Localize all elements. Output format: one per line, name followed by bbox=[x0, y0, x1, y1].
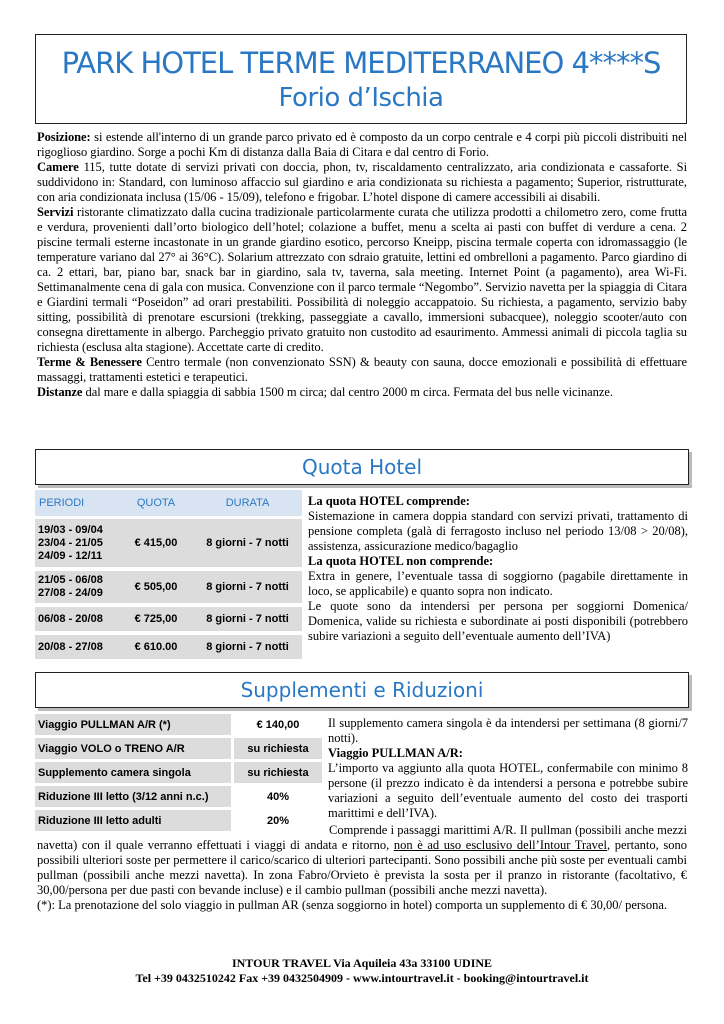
quota-duration-cell: 8 giorni - 7 notti bbox=[193, 518, 302, 570]
supplement-row bbox=[35, 786, 322, 809]
non-comprende-label: La quota HOTEL non comprende: bbox=[308, 554, 494, 568]
quota-price-cell: € 505,00 bbox=[119, 569, 193, 605]
camere-paragraph bbox=[37, 160, 687, 205]
period-range: 19/03 - 09/04 bbox=[38, 523, 103, 536]
quota-row bbox=[35, 633, 302, 661]
supplement-value: 20% bbox=[231, 810, 322, 833]
supplement-value: 40% bbox=[231, 786, 322, 809]
terme-text: Centro termale (non convenzionato SSN) & beauty con sauna, docce emozionali e possibilità di effettuare massaggi, trattamenti estetici e terapeutici. bbox=[37, 355, 687, 384]
distanze-label: Distanze bbox=[37, 385, 83, 399]
quota-row bbox=[35, 605, 302, 633]
quota-row bbox=[35, 518, 302, 570]
periodi-cell bbox=[35, 569, 119, 605]
supplement-value: su richiesta bbox=[231, 762, 322, 785]
period-range: 06/08 - 20/08 bbox=[38, 612, 103, 625]
quota-price-cell: € 610.00 bbox=[119, 633, 193, 661]
supplement-row bbox=[35, 714, 322, 737]
supplement-label: Riduzione III letto (3/12 anni n.c.) bbox=[35, 786, 231, 809]
passaggi-underlined: non è ad uso esclusivo dell’Intour Travel bbox=[393, 838, 607, 852]
supplement-label: Viaggio PULLMAN A/R (*) bbox=[35, 714, 231, 737]
quota-section-header bbox=[35, 449, 689, 485]
camere-text: 115, tutte dotate di servizi privati con doccia, phon, tv, riscaldamento centralizzato, aria condizionata e cassaforte. Si suddividono in: Standard, con luminoso affaccio sul giardino e aria condizionata su richiesta a pagamento; Superior, ristrutturate, con aria condizionata inclusa (15/06 - 15/09), telefono e frigobar. L’hotel dispone di camere accessibili ai disabili. bbox=[37, 160, 687, 204]
col-periodi-header: PERIODI bbox=[35, 490, 119, 518]
hotel-description bbox=[37, 130, 687, 400]
periodi-cell bbox=[35, 518, 119, 570]
comprende-text: Sistemazione in camera doppia standard con servizi privati, trattamento di pensione completa (galà di ferragosto incluso nel periodo 13/08 > 20/08), assistenza, assicurazione medico/bagaglio bbox=[308, 509, 688, 553]
periodi-cell bbox=[35, 605, 119, 633]
posizione-label: Posizione: bbox=[37, 130, 91, 144]
supplement-label: Riduzione III letto adulti bbox=[35, 810, 231, 833]
servizi-label: Servizi bbox=[37, 205, 74, 219]
supplement-label: Supplemento camera singola bbox=[35, 762, 231, 785]
title-box bbox=[35, 34, 687, 124]
supplement-label: Viaggio VOLO o TRENO A/R bbox=[35, 738, 231, 761]
quota-duration-cell: 8 giorni - 7 notti bbox=[193, 633, 302, 661]
servizi-text: ristorante climatizzato dalla cucina tradizionale particolarmente curata che utilizza prodotti a chilometro zero, come frutta e verdura, provenienti dall’orto biologico dell’hotel; colazione a buffet, menu a scelta ai pasti con buffet di verdure a cena. 2 piscine termali esterne incastonate in un grande giardino esotico, percorso Kneipp, piscina termale coperta con idromassaggio (le temperature variano dal 27° ai 36°C). Solarium attrezzato con sdraio gratuite, lettini ed ombrelloni a pagamento. Parco giardino di ca. 2 ettari, bar, piano bar, snack bar in giardino, sala tv, taverna, sala meeting. Internet Point (a pagamento), area Wi-Fi. Settimanalmente cena di gala con musica. Convenzione con il parco termale “Negombo”. Servizio navetta per la spiaggia di Citara e Giardini termali “Poseidon” ad orari prestabiliti. Possibilità di noleggio accappatoio. Su richiesta, a pagamento, servizio baby sitting, possibilità di prenotare escursioni (trekking, passeggiate a cavallo, immersioni subacquee), noleggio scooter/auto con consegna direttamente in albergo. Parcheggio privato gratuito non custodito ad esaurimento. Ammessi animali di piccola taglia su richiesta (esclusa alta stagione). Accettate carte di credito. bbox=[37, 205, 687, 354]
periodi-cell bbox=[35, 633, 119, 661]
supplementi-section-title: Supplementi e Riduzioni bbox=[240, 678, 484, 702]
singola-note: Il supplemento camera singola è da intendersi per settimana (8 giorni/7 notti). bbox=[328, 716, 688, 745]
hotel-location: Forio d’Ischia bbox=[278, 83, 444, 113]
pullman-label: Viaggio PULLMAN A/R: bbox=[328, 746, 463, 760]
quota-conditions bbox=[308, 494, 688, 644]
quota-table bbox=[35, 490, 302, 663]
distanze-paragraph bbox=[37, 385, 687, 400]
period-range: 21/05 - 06/08 bbox=[38, 574, 103, 586]
hotel-title: PARK HOTEL TERME MEDITERRANEO 4****S bbox=[61, 46, 661, 80]
pullman-text: L’importo va aggiunto alla quota HOTEL, confermabile con minimo 8 persone (il prezzo indicato è da intendersi a persona e potrebbe subire variazioni a seguito dell’eventuale aumento del costo dei trasporti marittimi e dell’IVA). bbox=[328, 761, 688, 820]
terme-paragraph bbox=[37, 355, 687, 385]
quota-row bbox=[35, 569, 302, 605]
quota-price-cell: € 415,00 bbox=[119, 518, 193, 570]
supplement-row bbox=[35, 738, 322, 761]
period-range: 23/04 - 21/05 bbox=[38, 536, 103, 549]
quota-price-cell: € 725,00 bbox=[119, 605, 193, 633]
quota-duration-cell: 8 giorni - 7 notti bbox=[193, 569, 302, 605]
passaggi-text-2: , pertanto, sono possibili ulteriori soste per permettere il carico/scarico di ulteriori partecipanti. Sono possibili anche più soste per eventuali cambi pullman (possibili anche mezzi navetta). In zona Fabro/Orvieto è prevista la sosta per il pranzo in ristorante (facoltativo, € 30,00/persona per due pasti con bevande incluse) e il cambio pullman (possibili anche mezzi navetta). bbox=[37, 838, 688, 897]
col-quota-header: QUOTA bbox=[119, 490, 193, 518]
distanze-text: dal mare e dalla spiaggia di sabbia 1500 m circa; dal centro 2000 m circa. Fermata del bus nelle vicinanze. bbox=[82, 385, 613, 399]
supplement-row bbox=[35, 762, 322, 785]
passaggi-notes bbox=[37, 823, 687, 913]
quota-duration-cell: 8 giorni - 7 notti bbox=[193, 605, 302, 633]
asterisk-note: (*): La prenotazione del solo viaggio in pullman AR (senza soggiorno in hotel) comporta un supplemento di € 30,00/ persona. bbox=[37, 898, 668, 912]
posizione-paragraph bbox=[37, 130, 687, 160]
supplement-value: su richiesta bbox=[231, 738, 322, 761]
footer-contacts: Tel +39 0432510242 Fax +39 0432504909 - www.intourtravel.it - booking@intourtravel.it bbox=[135, 971, 589, 985]
passaggi-paragraph bbox=[37, 823, 687, 898]
footer-address: INTOUR TRAVEL Via Aquileia 43a 33100 UDINE bbox=[231, 956, 493, 970]
period-range: 24/09 - 12/11 bbox=[38, 549, 103, 562]
passaggi-text-1: Comprende i passaggi marittimi A/R. Il pullman (possibili anche mezzi navetta) con il quale verranno effettuati i viaggi di andata e ritorno, bbox=[37, 823, 687, 852]
supplementi-notes bbox=[328, 716, 688, 821]
supplementi-section-header bbox=[35, 672, 689, 708]
period-range: 20/08 - 27/08 bbox=[38, 640, 103, 653]
comprende-label: La quota HOTEL comprende: bbox=[308, 494, 470, 508]
quota-note-text: Le quote sono da intendersi per persona per soggiorni Domenica/ Domenica, valide su richiesta e subordinate ai posti disponibili (potrebbero subire variazioni a seguito dell’eventuale aumento dell’IVA) bbox=[308, 599, 688, 643]
quota-section-title: Quota Hotel bbox=[301, 455, 423, 479]
camere-label: Camere bbox=[37, 160, 79, 174]
terme-label: Terme & Benessere bbox=[37, 355, 142, 369]
quota-table-header-row bbox=[35, 490, 302, 518]
supplementi-table bbox=[35, 713, 322, 834]
period-range: 27/08 - 24/09 bbox=[38, 587, 103, 599]
agency-footer bbox=[37, 956, 687, 986]
supplement-value: € 140,00 bbox=[231, 714, 322, 737]
non-comprende-text: Extra in genere, l’eventuale tassa di soggiorno (pagabile direttamente in loco, se applicabile) e quanto sopra non indicato. bbox=[308, 569, 688, 598]
col-durata-header: DURATA bbox=[193, 490, 302, 518]
posizione-text: si estende all'interno di un grande parco privato ed è composto da un corpo centrale e 4 corpi più piccoli distribuiti nel rigoglioso giardino. Sorge a pochi Km di distanza dalla Baia di Citara e dal centro di Forio. bbox=[37, 130, 687, 159]
servizi-paragraph bbox=[37, 205, 687, 355]
